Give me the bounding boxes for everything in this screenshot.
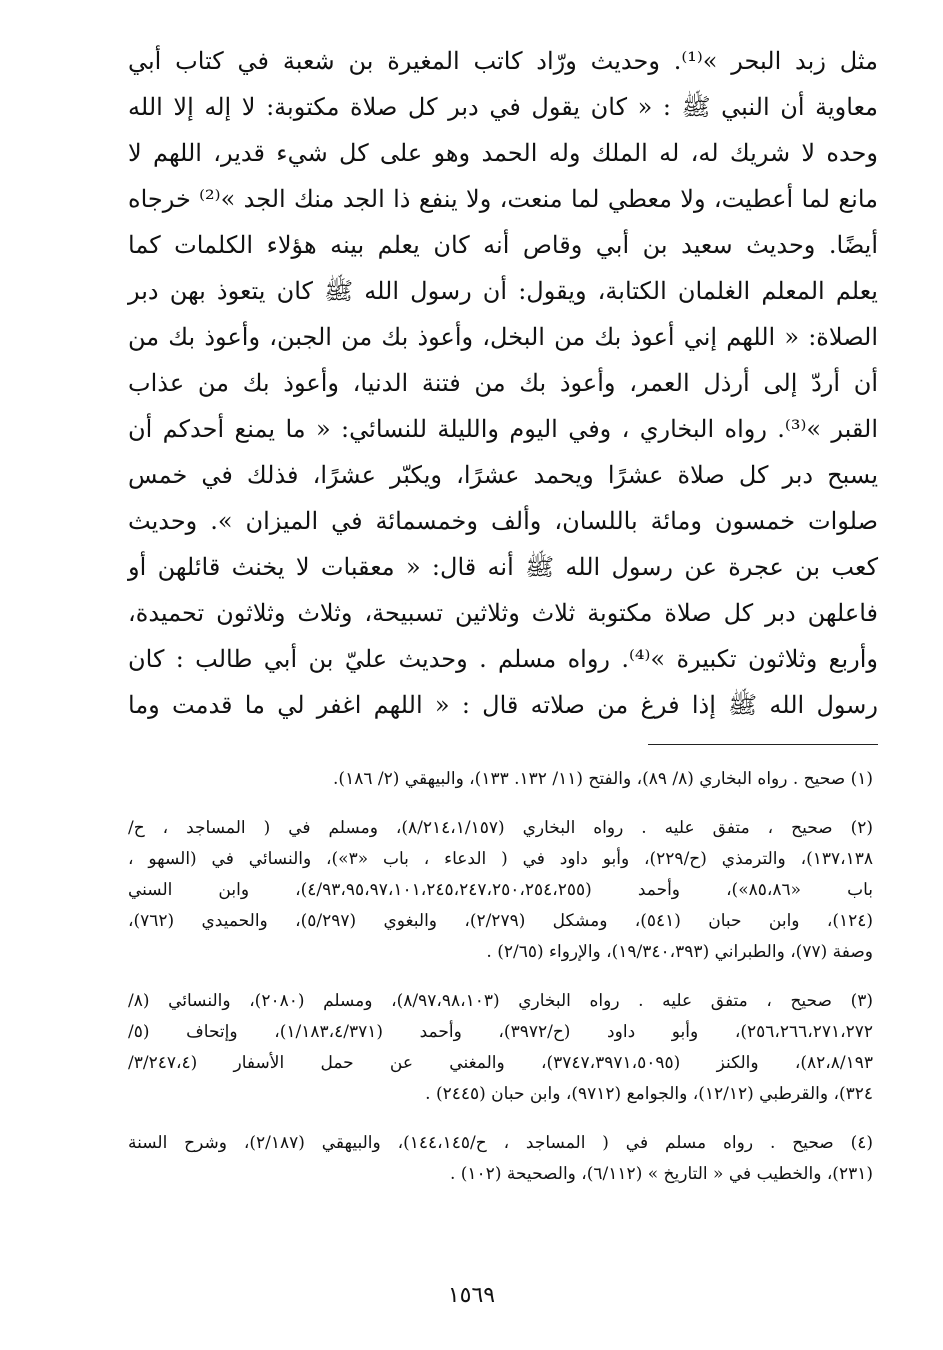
main-text-line: أيضًا. وحديث سعيد بن أبي وقاص أنه كان يعلم بينه هؤلاء الكلمات كما <box>128 231 878 259</box>
footnote-line: ٣٢٤)، والقرطبي (١٢/١٢)، والجوامع (٩٧١٢)، وابن حبان (٢٤٤٥) . <box>425 1084 873 1104</box>
main-text-line: فاعلهن دبر كل صلاة مكتوبة ثلاث وثلاثين تسبيحة، وثلاث وثلاثون تحميدة، <box>128 599 878 627</box>
footnote-separator-rule <box>648 744 878 745</box>
main-text-line: يسبح دبر كل صلاة عشرًا ويحمد عشرًا، ويكبّر عشرًا، فذلك في خمس <box>128 461 878 489</box>
footnote-line: باب «٨٥،٨٦»)، وأحمد (٤/٩٣،٩٥،٩٧،١٠١،٢٤٥،٢٤٧،٢٥٠،٢٥٤،٢٥٥)، وابن السني <box>128 880 873 900</box>
footnote-4 <box>128 1128 873 1190</box>
footnote-line: ٨٢،٨/١٩٣)، والكنز (٣٧٤٧،٣٩٧١،٥٠٩٥)، والمغني عن حمل الأسفار (٣/٢٤٧،٤/ <box>128 1053 873 1073</box>
main-text-line: معاوية أن النبي ﷺ : « كان يقول في دبر كل صلاة مكتوبة: لا إله إلا الله <box>128 93 878 121</box>
footnote-line: ١٣٧،١٣٨)، والترمذي (ح/٢٢٩)، وأبو داود في ( الدعاء ، باب «٣»)، والنسائي في (السهو ، <box>128 849 874 869</box>
footnote-3 <box>128 986 873 1110</box>
main-text-line: القبر »⁽³⁾. رواه البخاري ، وفي اليوم والليلة للنسائي: « ما يمنع أحدكم أن <box>128 415 879 443</box>
main-text-line: كعب بن عجرة عن رسول الله ﷺ أنه قال: « معقبات لا يخنث قائلهن أو <box>128 553 878 581</box>
footnote-line: (٤) صحيح . رواه مسلم في ( المساجد ، ح/١٤٤،١٤٥)، والبيهقي (٢/١٨٧)، وشرح السنة <box>128 1133 874 1153</box>
main-text-line: رسول الله ﷺ إذا فرغ من صلاته قال : « اللهم اغفر لي ما قدمت وما <box>128 691 878 719</box>
main-text-line: وأربع وثلاثون تكبيرة »⁽⁴⁾. رواه مسلم . وحديث عليّ بن أبي طالب : كان <box>128 645 878 673</box>
footnote-1 <box>128 764 873 795</box>
main-text-line: صلوات خمسون ومائة باللسان، وألف وخمسمائة في الميزان ». وحديث <box>128 507 878 535</box>
footnotes-section <box>128 764 873 1208</box>
page-number: ١٥٦٩ <box>447 1283 496 1308</box>
main-text-line: يعلم المعلم الغلمان الكتابة، ويقول: أن رسول الله ﷺ كان يتعوذ بهن دبر <box>128 277 878 305</box>
main-text-line: مثل زبد البحر »⁽¹⁾. وحديث ورّاد كاتب المغيرة بن شعبة في كتاب أبي <box>128 47 878 75</box>
footnote-line: (١٢٤)، وابن حبان (٥٤١)، ومشكل (٢/٢٧٩)، والبغوي (٥/٢٩٧)، والحميدي (٧٦٢)، <box>128 911 874 931</box>
main-text-line: أن أردّ إلى أرذل العمر، وأعوذ بك من فتنة الدنيا، وأعوذ بك من عذاب <box>128 369 878 397</box>
footnote-line: (٣) صحيح ، متفق عليه . رواه البخاري (٨/٩٧،٩٨،١٠٣)، ومسلم (٢٠٨٠)، والنسائي (٨/ <box>128 991 873 1011</box>
footnote-2 <box>128 813 873 968</box>
main-text-line: الصلاة: « اللهم إني أعوذ بك من البخل، وأعوذ بك من الجبن، وأعوذ بك من <box>128 323 878 351</box>
main-text-block <box>128 38 878 728</box>
footnote-line: (١) صحيح . رواه البخاري (٨/ ٨٩)، والفتح (١١/ ١٣٢. ١٣٣)، والبيهقي (٢/ ١٨٦). <box>333 769 873 789</box>
footnote-line: (٢٣١)، والخطيب في « التاريخ » (٦/١١٢)، والصحيحة (١٠٢) . <box>449 1164 873 1184</box>
main-text-line: وحده لا شريك له، له الملك وله الحمد وهو على كل شيء قدير، اللهم لا <box>128 139 878 167</box>
footnote-line: وصفة (٧٧)، والطبراني (١٩/٣٤٠،٣٩٣)، والإرواء (٢/٦٥) . <box>486 942 873 962</box>
footnote-line: ٢٥٦،٢٦٦،٢٧١،٢٧٢)، وأبو داود (ح/٣٩٧٢)، وأحمد (١/١٨٣،٤/٣٧١)، وإتحاف (٥/ <box>128 1022 873 1042</box>
footnote-line: (٢) صحيح ، متفق عليه . رواه البخاري (٨/٢١٤،١/١٥٧)، ومسلم في ( المساجد ، ح/ <box>128 818 873 838</box>
main-text-line: مانع لما أعطيت، ولا معطي لما منعت، ولا ينفع ذا الجد منك الجد »⁽²⁾ خرجاه <box>128 185 878 213</box>
